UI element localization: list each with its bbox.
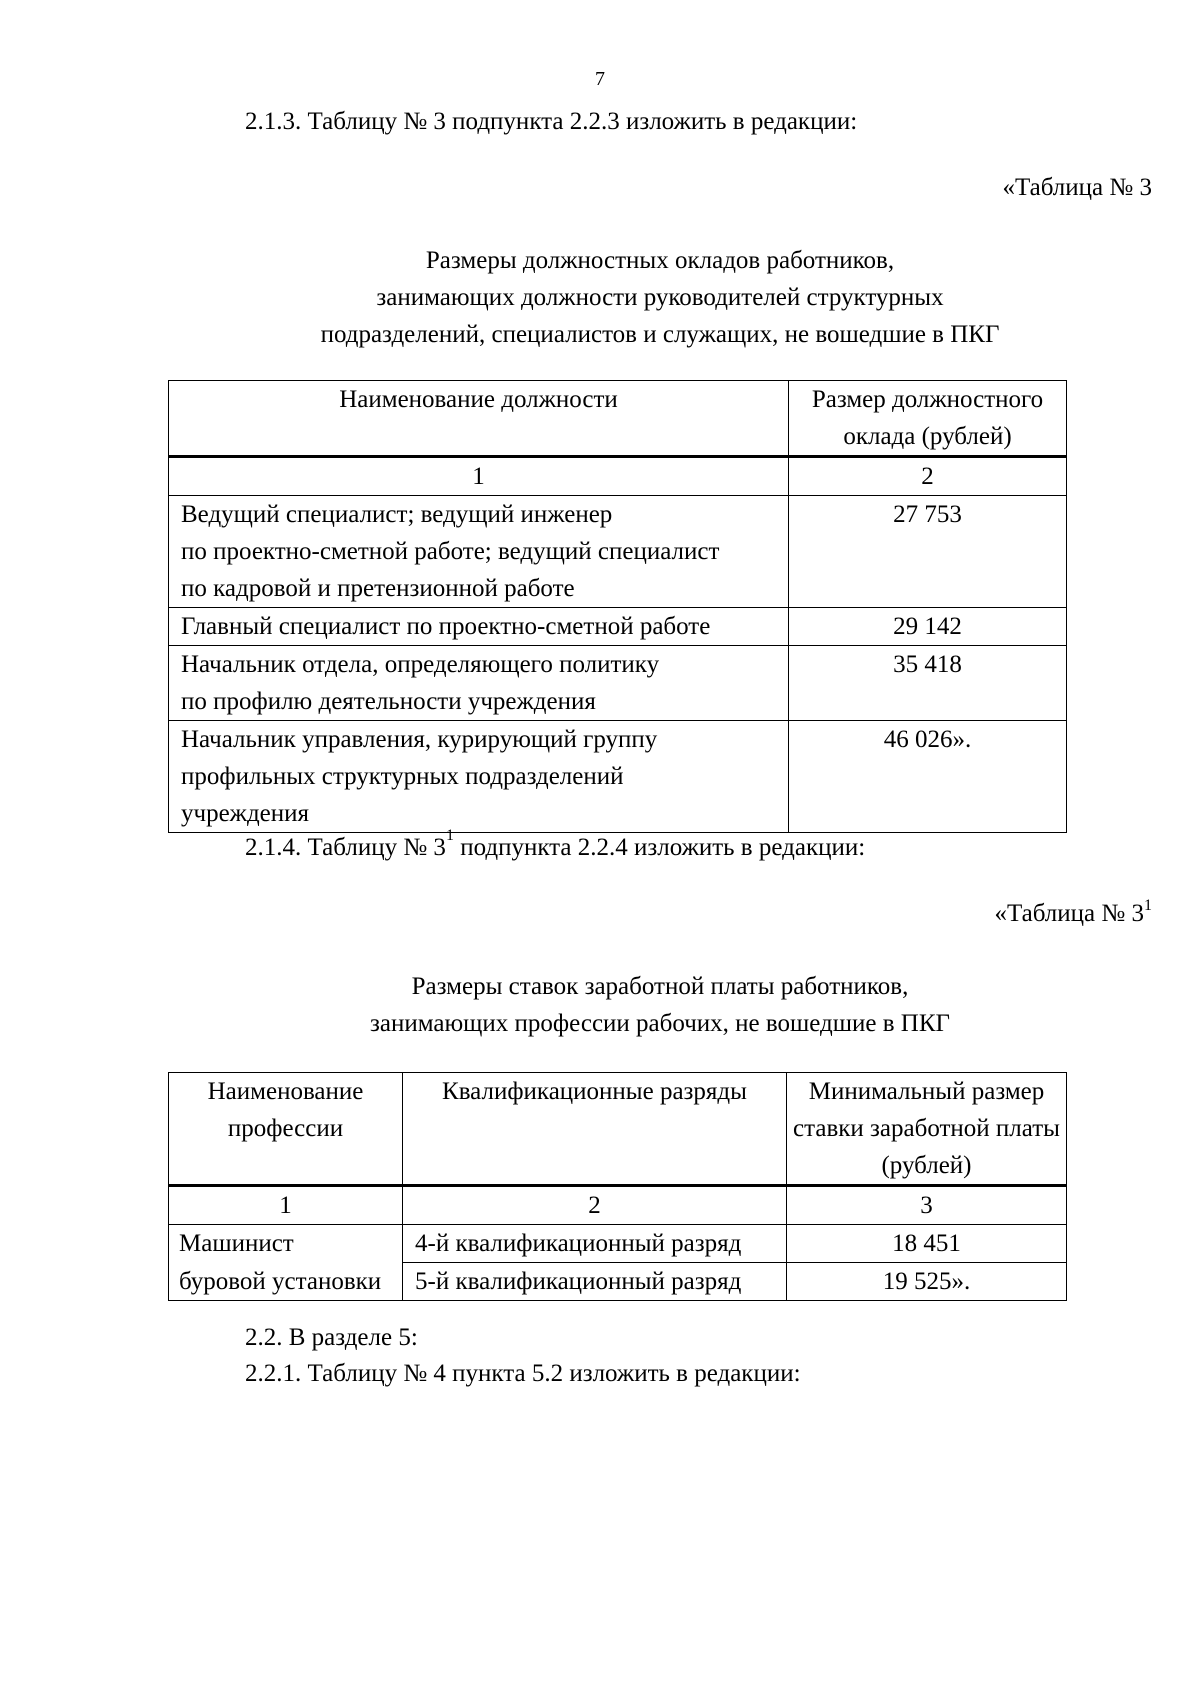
header-grades: Квалификационные разряды (403, 1073, 787, 1186)
paragraph-2-1-3: 2.1.3. Таблицу № 3 подпункта 2.2.3 изложить в редакции: (245, 108, 858, 135)
table-3-1 (168, 1072, 1067, 1301)
position-name-line: профильных структурных подразделений (181, 763, 624, 790)
position-name-line: по кадровой и претензионной работе (181, 575, 575, 602)
superscript: 1 (1144, 897, 1152, 914)
salary-value: 29 142 (789, 608, 1067, 646)
caption-line: Размеры должностных окладов работников, (425, 247, 895, 274)
table-header-row (169, 1073, 1067, 1186)
caption-line: Размеры ставок заработной платы работников, (411, 973, 909, 1000)
paragraph-2-1-4 (245, 827, 866, 866)
header-salary: Размер должностного оклада (рублей) (789, 381, 1067, 457)
label-text: «Таблица № 3 (994, 900, 1144, 927)
header-profession: Наименование профессии (169, 1073, 403, 1186)
paragraph-text: 2.1.4. Таблицу № 3 (245, 834, 446, 861)
table-3 (168, 380, 1067, 833)
salary-value: 27 753 (789, 496, 1067, 608)
paragraph-text: подпункта 2.2.4 изложить в редакции: (453, 834, 866, 861)
table-3-label: «Таблица № 3 (1002, 174, 1152, 201)
position-name (169, 608, 789, 646)
table-row (169, 721, 1067, 833)
column-number: 2 (403, 1186, 787, 1225)
column-number-row (169, 1186, 1067, 1225)
position-name-line: по профилю деятельности учреждения (181, 688, 596, 715)
table-row (169, 646, 1067, 721)
position-name (169, 496, 789, 608)
position-name-line: Начальник управления, курирующий группу (181, 726, 658, 753)
table-row (169, 1263, 1067, 1301)
table-3-1-caption (0, 968, 1200, 1042)
table-3-1-label (994, 897, 1152, 928)
superscript: 1 (445, 827, 454, 844)
header-position: Наименование должности (169, 381, 789, 457)
salary-value: 46 026». (789, 721, 1067, 833)
grade: 5-й квалификационный разряд (403, 1263, 787, 1301)
wage-value: 18 451 (787, 1225, 1067, 1263)
position-name-line: Главный специалист по проектно-сметной работе (181, 613, 711, 640)
grade: 4-й квалификационный разряд (403, 1225, 787, 1263)
caption-line: занимающих профессии рабочих, не вошедшие в ПКГ (370, 1010, 950, 1037)
paragraph-2-2: 2.2. В разделе 5: (245, 1324, 418, 1351)
caption-line: подразделений, специалистов и служащих, не вошедшие в ПКГ (320, 321, 1000, 348)
position-name-line: учреждения (181, 800, 310, 827)
table-3-caption (0, 242, 1200, 353)
position-name-line: по проектно-сметной работе; ведущий специалист (181, 538, 720, 565)
profession-name: буровой установки (169, 1263, 403, 1301)
wage-value: 19 525». (787, 1263, 1067, 1301)
column-number: 3 (787, 1186, 1067, 1225)
position-name (169, 721, 789, 833)
position-name-line: Ведущий специалист; ведущий инженер (181, 501, 613, 528)
profession-name: Машинист (169, 1225, 403, 1263)
position-name-line: Начальник отдела, определяющего политику (181, 651, 660, 678)
table-row (169, 496, 1067, 608)
header-wage: Минимальный размер ставки заработной платы (рублей) (787, 1073, 1067, 1186)
position-name (169, 646, 789, 721)
column-number: 1 (169, 1186, 403, 1225)
salary-value: 35 418 (789, 646, 1067, 721)
page-number: 7 (595, 68, 605, 90)
caption-line: занимающих должности руководителей структурных (376, 284, 944, 311)
column-number: 1 (169, 457, 789, 496)
table-row (169, 608, 1067, 646)
table-row (169, 1225, 1067, 1263)
table-header-row (169, 381, 1067, 457)
column-number: 2 (789, 457, 1067, 496)
column-number-row (169, 457, 1067, 496)
paragraph-2-2-1: 2.2.1. Таблицу № 4 пункта 5.2 изложить в редакции: (245, 1360, 801, 1387)
